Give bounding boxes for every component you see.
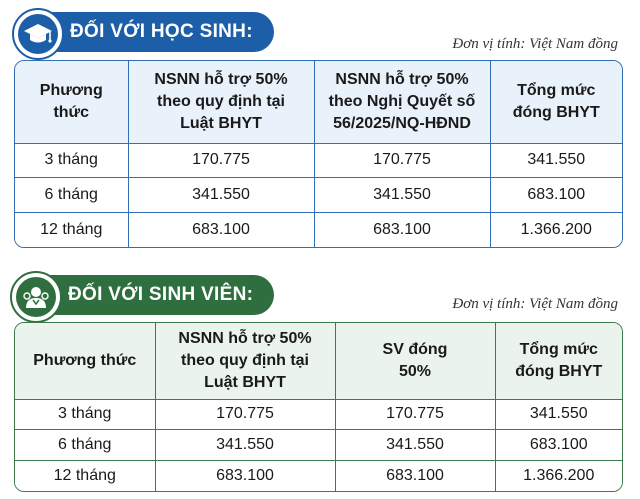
cell-law-support: 341.550	[155, 430, 335, 461]
sinh-vien-banner	[12, 275, 274, 315]
cell-student-contribution: 683.100	[335, 461, 495, 491]
cell-total: 341.550	[495, 399, 622, 430]
table-row	[15, 461, 622, 491]
cell-law-support: 341.550	[128, 178, 314, 213]
column-header-law-support: NSNN hỗ trợ 50% theo quy định tại Luật BHYT	[128, 61, 314, 143]
table-header-row	[15, 323, 622, 399]
table-row	[15, 213, 622, 247]
hoc-sinh-title: ĐỐI VỚI HỌC SINH:	[70, 21, 253, 42]
hoc-sinh-unit-note: Đơn vị tính: Việt Nam đồng	[452, 36, 618, 52]
cell-total: 1.366.200	[490, 213, 622, 247]
cell-law-support: 683.100	[128, 213, 314, 247]
hoc-sinh-table	[14, 60, 623, 248]
students-group-icon	[21, 284, 51, 310]
table-row	[15, 143, 622, 178]
hoc-sinh-banner	[14, 12, 274, 52]
cell-total: 683.100	[490, 178, 622, 213]
cell-method: 6 tháng	[15, 178, 128, 213]
cell-method: 6 tháng	[15, 430, 155, 461]
column-header-total: Tổng mức đóng BHYT	[490, 61, 622, 143]
cell-law-support: 170.775	[155, 399, 335, 430]
cell-student-contribution: 341.550	[335, 430, 495, 461]
column-header-method: Phương thức	[15, 323, 155, 399]
cell-law-support: 170.775	[128, 143, 314, 178]
column-header-method: Phương thức	[15, 61, 128, 143]
sinh-vien-table	[14, 322, 623, 492]
cell-method: 12 tháng	[15, 213, 128, 247]
sinh-vien-section	[0, 262, 640, 499]
table-header-row	[15, 61, 622, 143]
cell-method: 3 tháng	[15, 399, 155, 430]
cell-total: 683.100	[495, 430, 622, 461]
cell-resolution-support: 170.775	[314, 143, 490, 178]
table-row	[15, 430, 622, 461]
graduation-cap-badge	[12, 8, 64, 60]
cell-total: 1.366.200	[495, 461, 622, 491]
cell-student-contribution: 170.775	[335, 399, 495, 430]
cell-method: 12 tháng	[15, 461, 155, 491]
table-row	[15, 178, 622, 213]
sinh-vien-title: ĐỐI VỚI SINH VIÊN:	[68, 284, 254, 305]
graduation-cap-icon	[23, 22, 53, 46]
column-header-law-support: NSNN hỗ trợ 50% theo quy định tại Luật BHYT	[155, 323, 335, 399]
column-header-resolution-support: NSNN hỗ trợ 50% theo Nghị Quyết số 56/2025/NQ-HĐND	[314, 61, 490, 143]
students-group-badge	[10, 271, 62, 323]
sinh-vien-unit-note: Đơn vị tính: Việt Nam đồng	[452, 296, 618, 312]
cell-law-support: 683.100	[155, 461, 335, 491]
cell-resolution-support: 683.100	[314, 213, 490, 247]
cell-method: 3 tháng	[15, 143, 128, 178]
cell-resolution-support: 341.550	[314, 178, 490, 213]
column-header-student-contribution: SV đóng 50%	[335, 323, 495, 399]
cell-total: 341.550	[490, 143, 622, 178]
table-row	[15, 399, 622, 430]
column-header-total: Tổng mức đóng BHYT	[495, 323, 622, 399]
